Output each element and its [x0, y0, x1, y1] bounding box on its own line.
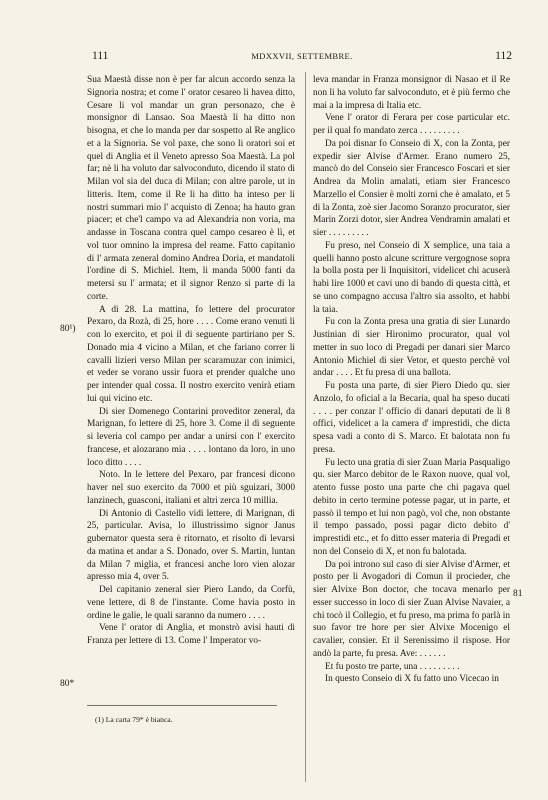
paragraph: Fu con la Zonta presa una gratia di sier Lunardo Justinian di sier Hironimo procurator, qual vol metter in suo loco di Pregadi per danari sier Marco Antonio Michiel di sier Vetor, et questo perchè vol andar . . . . Et fu presa di una ballota. — [313, 317, 510, 379]
paragraph: Di sier Domenego Contarini proveditor zeneral, da Marignan, fo lettere di 25, hore 3. Come il dì seguente si leveria col campo per andar a unirsi con l' exercito francese, et alozarano mia . . . . lontano da loro, in uno loco ditto . . . . — [87, 406, 295, 468]
right-column — [313, 74, 510, 686]
column-divider — [305, 72, 306, 782]
paragraph: Da poi disnar fo Conseio di X, con la Zonta, per expedir sier Alvise d'Armer. Erano numero 25, mancò do del Conseio sier Francesco Foscari et sier Andrea da Molin amalati, etiam sier Francesco Marzello el Consier è molti zorni che è amalato, et 5 di la Zonta, zoè sier Jacomo Soranzo procurator, sier Marin Zorzi dotor, sier Andrea Vendramin amalati et sier . . . . . . . . . — [313, 138, 510, 238]
margin-note-81: 81 — [513, 589, 523, 599]
paragraph: Da poi introno sul caso di sier Alvise d'Armer, et posto per li Avogadori di Comun il procieder, che sier Alvixe Bon doctor, che tocava menarlo per esser successo in loco di sier Zuan Alvise Navaier, a chi tocò il Collegio, et fu preso, ma prima fo parlà in suo favor tre hore per sier Alvixe Mocenigo el cavalier, consier. Et il Serenissimo il rispose. Hor andò la parte, fu presa. Ave: . . . . . . — [313, 559, 510, 659]
margin-note-80-footnoted: 80¹) — [60, 324, 76, 334]
paragraph: Et fu posto tre parte, una . . . . . . . . . — [325, 661, 460, 672]
header-title: MDXXVII, SETTEMBRE. — [251, 51, 353, 61]
paragraph: leva mandar in Franza monsignor di Nasao et il Re non li ha voluto far salvoconduto, et è più fermo che mai a la impresa di Italia etc. — [313, 75, 510, 111]
paragraph: Fu posta una parte, di sier Piero Diedo qu. sier Anzolo, fo oficial a la Becaria, qual ha speso ducati . . . . per conzar l' officio di danari deputati de li 8 offici, videlicet a la camera d' imprestidi, che dicta spesa vadi a conto di S. Marco. Et balotata non fu presa. — [313, 381, 510, 455]
paragraph: Di Antonio di Castello vidi lettere, di Marignan, di 25, particular. Avisa, lo illustrissimo signor Janus gubernator questa sera è ritornato, et risolto di levarsi da matina et andar a S. Donado, over S. Martin, luntan da Milan 7 miglia, et francesi anche loro vien alozar apresso mia 4, over 5. — [87, 508, 295, 583]
paragraph: Del capitanio zeneral sier Piero Lando, da Corfù, vene lettere, di 8 de l'instante. Come havia posto in ordine le galie, le quali saranno da numero . . . . — [87, 585, 295, 621]
paragraph: A dì 28. La mattina, fo lettere del procurator Pexaro, da Rozà, di 25, hore . . . . Come erano venuti li con lo exercito, et poi il di seguente partiriano per S. Donado mia 4 vicino a Milan, et che fariano correr li cavalli lizieri verso Milan per scaramuzar con inimici, et veder se vorano ussir fuora et prender qualche uno per intender qual cossa. Il nostro exercito venirà etiam lui qui vicino etc. — [87, 304, 295, 404]
paragraph: Vene l' orator di Anglia, et monstrò avisi hauti di Franza per lettere di 13. Come l' Imperator vo- — [87, 623, 295, 646]
paragraph: Sua Maestà disse non è per far alcun accordo senza la Signoria nostra; et come l' orator cesareo li havea ditto, Cesare li vol mandar un gran personazo, che è monsignor di Lansao. Soa Maestà li ha ditto non bisogna, et che lo manda per dar sospetto al Re anglico et a la Signoria. Se vol paxe, che sono li oratori soi et quel di Anglia et il Veneto apresso Soa Maestà. La pol far; nè li ha voluto dar salvoconduto, dicendo il stato di Milan vol sia del duca di Milan; con altre parole, ut in litteris. Item, come il Re li ha ditto ha inteso per li nostri summari mio l' acquisto di Zenoa; ha hauto gran piacer; et che'l campo va ad Alexandria non voria, ma andasse in Toscana contra quel campo cesareo è lì, et vol tuor omnino la impresa del reame. Fatto capitanio di l' armata zeneral domino Andrea Doria, et mandatoli l'ordine di S. Michiel. Item, li manda 5000 fanti da metersi su l' armata; et il signor Renzo si parte di la corte. — [87, 75, 295, 302]
left-column — [87, 74, 295, 648]
paragraph: Vene l' orator di Ferara per cose particular etc. per il qual fo mandato zerca . . . . . . . . . — [313, 113, 510, 136]
footnote-divider — [87, 705, 277, 706]
footnote: (1) La carta 79* è bianca. — [95, 715, 173, 724]
left-page-number: 111 — [92, 50, 109, 62]
paragraph: Fu preso, nel Conseio di X semplice, una taia a quelli hanno posto alcune scritture vergognose sopra la bolla posta per li Inquisitori, videlicet chi acuserà habi lire 1000 et cavi uno di bando di questa città, et se uno compagno accusa l'altro sia assolto, et habbi la taia. — [313, 240, 510, 315]
paragraph: Noto. In le lettere del Pexaro, par francesi dicono haver nel suo exercito da 7000 et più sguizari, 3000 lanzinech, guasconi, italiani et altri zerca 10 millia. — [87, 470, 295, 506]
paragraph: In questo Conseio di X fu fatto uno Vicecao in — [325, 674, 499, 685]
paragraph: Fu lecto una gratia di sier Zuan Maria Pasqualigo qu. sier Marco debitor de le Raxon nuove, qual vol, atento fusse posto una parte che chi pagava quel debito in certo termine potesse pagar, ut in parte, et passò il tempo et lui non pagò, vol che, non obstante il tempo passado, possi pagar dicto debito d' imprestidi etc., et fo ditto esser materia di Pregadi et non del Conseio di X, et non fu balotada. — [313, 457, 510, 557]
right-page-number: 112 — [495, 50, 512, 62]
running-header — [92, 50, 512, 66]
margin-note-80-star: 80* — [60, 679, 75, 689]
